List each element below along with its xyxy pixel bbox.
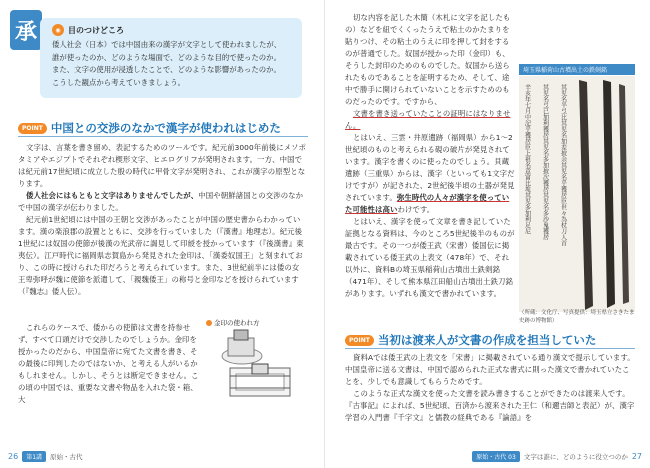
- stamp-illustration: [206, 318, 310, 404]
- right-para-top-text: 切な内容を記した木簡（木札に文字を記したもの）などを紐でくくったうえで粘土のかたまりを貼りつけ、その粘土のうえに印を押して封をするのが普通でした。奴国が授かった印（金印）も、そうした封印のためのものでした。奴国から送られたものであることを証明するため、そして、途中で勝手に開けられていないことを示すためのものだったのです。ですから、: [345, 13, 511, 106]
- right-footer: [472, 451, 642, 462]
- section-tab: 承: [10, 10, 42, 50]
- right-para-b: とはいえ、漢字を使って文章を書き記していた証拠となる資料は、今のところ5世紀後半のものが最古です。その一つが倭王武（宋書）倭国伝に掲載されている倭王武の上表文（478年）で、それ以外に、資料Bの埼玉県稲荷山古墳出土鉄剣銘（471年）、そして熊本県江田船山古墳出土鉄刀銘があります。いずれも漢文で書かれています。: [345, 217, 515, 298]
- body-para-1: [18, 142, 306, 298]
- right-para-top: [345, 12, 515, 300]
- focus-line-3: また、文字の使用が浸透したことで、どのような影響があったのか。: [52, 65, 281, 74]
- bold-text: 倭人社会にはもともと文字はありませんでしたが、: [26, 191, 199, 200]
- text-span: これが漢字の原型となります。: [18, 167, 306, 188]
- point-label: POINT: [18, 123, 47, 134]
- left-footer: [8, 451, 83, 462]
- point-title: 中国との交渉のなかで漢字が使われはじめた: [50, 121, 281, 135]
- photo-caption: （所蔵：文化庁、写真提供：埼玉県立さきたま史跡の博物館）: [519, 310, 635, 324]
- focus-line-4: こうした観点から考えていきましょう。: [52, 77, 186, 87]
- focus-title: [52, 24, 294, 36]
- focus-line-2: 誰が使ったのか、どのような場面で、どのような目的で使ったのか。: [52, 52, 281, 62]
- bundle-icon: [206, 328, 310, 406]
- right-para-d-text: このような正式な漢文を使った文書を読み書きすることができたのは渡来人です。『古事記』によれば、5世紀頃、百済から渡来された王仁（和邇吉師と表記）が、漢字学習の入門書『千字文』と儒教の経典である『論語』を: [345, 389, 635, 422]
- right-para-c-text: 資料Aでは倭王武の上表文を「宋書」に掲載されている通り漢文で提示しています。中国皇帝に送る文書は、中国で認められた正式な書式に則った漢文で書かれていたことを、少しでも意識してもらうためです。: [345, 353, 635, 386]
- stamp-caption: [206, 318, 260, 327]
- caption-dot-icon: [206, 320, 212, 326]
- era-label: 原始・古代: [50, 453, 83, 461]
- text-span: 文字は、言葉を書き留め、表記するための: [26, 143, 168, 152]
- point-heading-1: [18, 120, 281, 136]
- focus-box: [40, 18, 302, 98]
- text-span: 一方、中国では紀元前17世紀頃に成立した殷の時代に甲骨文字が発明され、: [18, 155, 303, 176]
- body-para-2: 紀元前1世紀頃には中国の王朝と交渉があったことが中国の歴史書からわかっています。漢の楽浪郡の設置とともに、交渉を行っていました（『漢書』地理志）。紀元後1世紀には奴国の使節が後漢の光武帝に謁見して印綬を授かっています（『後漢書』東夷伝）。江戸時代に福岡県志賀島から発見された金印は、「漢委奴国王」と刻まれており、この時に授けられた印だろうと考えられています。また、3世紀前半には倭の女王卑弥呼が魏に使節を派遣して、「親魏倭王」の称号と金印などを授けられています（『魏志』倭人伝）。: [18, 215, 304, 296]
- sword-image-icon: [519, 76, 635, 312]
- chapter-badge: 第1講: [22, 451, 46, 462]
- sword-photo: [519, 64, 635, 344]
- point-heading-2: [345, 332, 596, 348]
- text-span: わけです。: [397, 205, 435, 214]
- divider: [18, 136, 308, 137]
- chapter-title: 文字は誰に、どのように役立つのか: [523, 453, 628, 461]
- right-para-mid: とはいえ、三雲・井原遺跡（福岡県）から1～2世紀頃のものと考えられる硯の破片が発見されています。漢字を書くのに使ったのでしょう。貝蔵遺跡（三重県）からは、漢字（といっても1文字だけですが）が記された、2世紀後半頃の土器が発見されています。: [345, 133, 515, 202]
- focus-line-1: 倭人社会（日本）では中国由来の漢字が文字として使われましたが、: [52, 40, 282, 49]
- text-span: 中国や朝鮮諸国との交渉のなかで中国の漢字が伝わりました。: [18, 191, 304, 212]
- point-label: POINT: [345, 335, 374, 346]
- inscription-front: 辛亥年七月中記乎獲居臣上祖名意富比垝其児多加利足尼: [523, 84, 531, 234]
- inscription-back: 其児名半弖比其児名加差披余其児名乎獲居臣世々為杖刀人首: [559, 84, 567, 246]
- text-span: メソポタミアやエジプトでそれぞれ楔形文字、ヒエログリフが発明されます。: [18, 143, 307, 164]
- page-number: 27: [631, 452, 642, 461]
- body-para-3: [18, 322, 202, 406]
- text-span: ツールです。紀元前3000年前後に: [167, 143, 284, 152]
- photo-title: 埼玉県稲荷山古墳出土の鉄剣銘: [519, 64, 635, 75]
- right-underline-text: 文書を書き送っていたことの証明にはなりません。: [345, 109, 511, 130]
- right-page: [325, 0, 650, 468]
- era-badge: 原始・古代 03: [472, 451, 520, 462]
- focus-title-text: 目のつけどころ: [68, 25, 124, 35]
- divider: [345, 348, 635, 349]
- body-para-3-text: これらのケースで、倭からの使節は文書を持参せず、すべて口頭だけで交渉したのでしょうか。金印を授かったのだから、中国皇帝に宛てた文書を書き、その最後に印判したのではないか、と考える人がいるかもしれません。しかし、そうとは断定できません。この頃の中国では、重要な文書や物品を入れた袋・箱、大: [18, 323, 199, 404]
- page-number: 26: [8, 452, 19, 461]
- right-para-c: [345, 352, 635, 424]
- stamp-caption-text: 金印の使われ方: [214, 319, 260, 327]
- inscription-front: 其児名弖已加利獲居其児名多加披次獲居其児名多沙鬼獲居: [541, 84, 549, 240]
- bold-text: 弥生時代の人々が漢字を使っていた可能性は高い: [345, 193, 510, 214]
- eye-icon: ◉: [52, 24, 64, 36]
- point-title: 当初は渡来人が文書の作成を担当していた: [377, 333, 597, 347]
